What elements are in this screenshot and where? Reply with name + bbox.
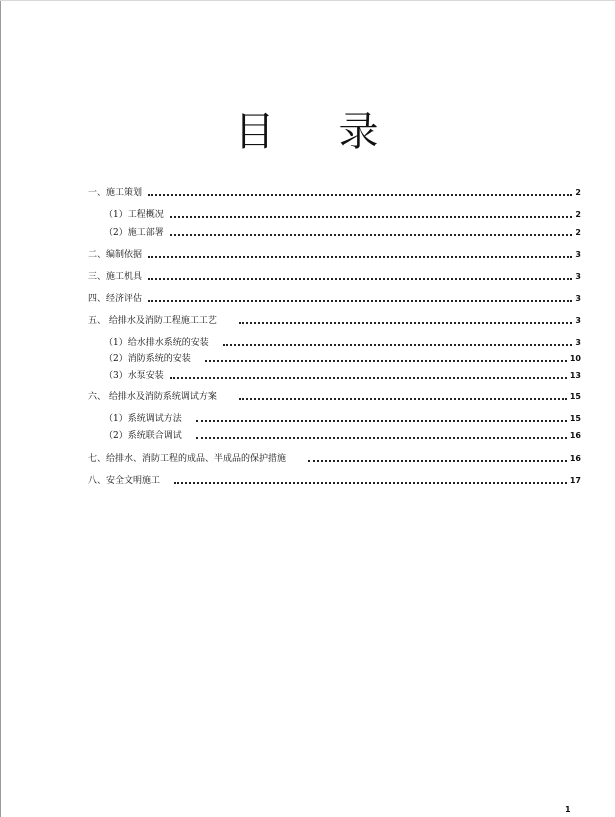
toc-entry[interactable] bbox=[88, 248, 581, 262]
toc-entry-label: 四、经济评估 bbox=[88, 294, 143, 304]
toc-entry[interactable] bbox=[88, 186, 581, 200]
toc-dot-leader bbox=[170, 232, 573, 236]
toc-entry-page: 3 bbox=[575, 316, 581, 325]
toc-entry[interactable] bbox=[104, 352, 581, 366]
toc-entry-label: （3）水泵安装 bbox=[104, 371, 164, 381]
toc-entry-label: （2）施工部署 bbox=[104, 228, 164, 238]
toc-entry-page: 16 bbox=[569, 454, 581, 463]
toc-entry-label: 五、 给排水及消防工程施工工艺 bbox=[88, 316, 217, 326]
toc-entry-label: （1）系统调试方法 bbox=[104, 414, 182, 424]
toc-entry[interactable] bbox=[88, 452, 581, 466]
toc-entry-page: 2 bbox=[575, 228, 581, 237]
toc-entry-label: 六、 给排水及消防系统调试方案 bbox=[88, 392, 217, 402]
toc-title bbox=[0, 100, 615, 157]
toc-entry-label: 八、安全文明施工 bbox=[88, 476, 161, 486]
toc-dot-leader bbox=[170, 214, 573, 218]
toc-entry-label: 二、编制依据 bbox=[88, 250, 143, 260]
toc-dot-leader bbox=[196, 418, 567, 422]
toc-entry-page: 16 bbox=[569, 431, 581, 440]
toc-entry-page: 3 bbox=[575, 272, 581, 281]
toc-dot-leader bbox=[239, 396, 567, 400]
toc-dot-leader bbox=[148, 276, 572, 280]
page-number: 1 bbox=[565, 805, 571, 814]
toc-entry[interactable] bbox=[104, 369, 581, 383]
toc-entry[interactable] bbox=[88, 474, 581, 488]
toc-entry-page: 3 bbox=[575, 294, 581, 303]
toc-entry-label: 一、施工策划 bbox=[88, 188, 143, 198]
toc-entry[interactable] bbox=[104, 208, 581, 222]
toc-entry[interactable] bbox=[88, 270, 581, 284]
toc-dot-leader bbox=[174, 480, 567, 484]
toc-dot-leader bbox=[170, 375, 567, 379]
toc-entry-page: 15 bbox=[569, 392, 581, 401]
toc-entry-label: （2）系统联合调试 bbox=[104, 431, 182, 441]
toc-dot-leader bbox=[308, 458, 567, 462]
toc-entry-page: 3 bbox=[575, 250, 581, 259]
toc-entry[interactable] bbox=[88, 292, 581, 306]
toc-dot-leader bbox=[148, 192, 572, 196]
toc-entry-page: 3 bbox=[575, 338, 581, 347]
toc-entry-page: 15 bbox=[569, 414, 581, 423]
toc-entry-label: 三、施工机具 bbox=[88, 272, 143, 282]
toc-entry[interactable] bbox=[104, 412, 581, 426]
toc-entry-page: 13 bbox=[569, 371, 581, 380]
toc-dot-leader bbox=[205, 358, 567, 362]
toc-dot-leader bbox=[196, 435, 567, 439]
toc-entry-page: 17 bbox=[569, 476, 581, 485]
page-top-edge bbox=[0, 0, 615, 1]
toc-entry-page: 2 bbox=[575, 188, 581, 197]
toc-entry[interactable] bbox=[88, 314, 581, 328]
toc-entry[interactable] bbox=[104, 226, 581, 240]
toc-entry[interactable] bbox=[104, 336, 581, 350]
toc-entry-label: 七、给排水、消防工程的成品、半成品的保护措施 bbox=[88, 454, 287, 464]
toc-entry-label: （1）工程概况 bbox=[104, 210, 164, 220]
toc-dot-leader bbox=[148, 254, 572, 258]
toc-dot-leader bbox=[239, 320, 573, 324]
toc-entry-page: 2 bbox=[575, 210, 581, 219]
toc-entry-label: （1）给水排水系统的安装 bbox=[104, 338, 209, 348]
toc-entry-label: （2）消防系统的安装 bbox=[104, 354, 191, 364]
toc-entry[interactable] bbox=[88, 390, 581, 404]
toc-entry-page: 10 bbox=[569, 354, 581, 363]
toc-dot-leader bbox=[223, 342, 573, 346]
title-char-1: 目 bbox=[234, 109, 277, 155]
title-char-2: 录 bbox=[338, 109, 381, 155]
toc-entry[interactable] bbox=[104, 429, 581, 443]
toc-dot-leader bbox=[148, 298, 572, 302]
